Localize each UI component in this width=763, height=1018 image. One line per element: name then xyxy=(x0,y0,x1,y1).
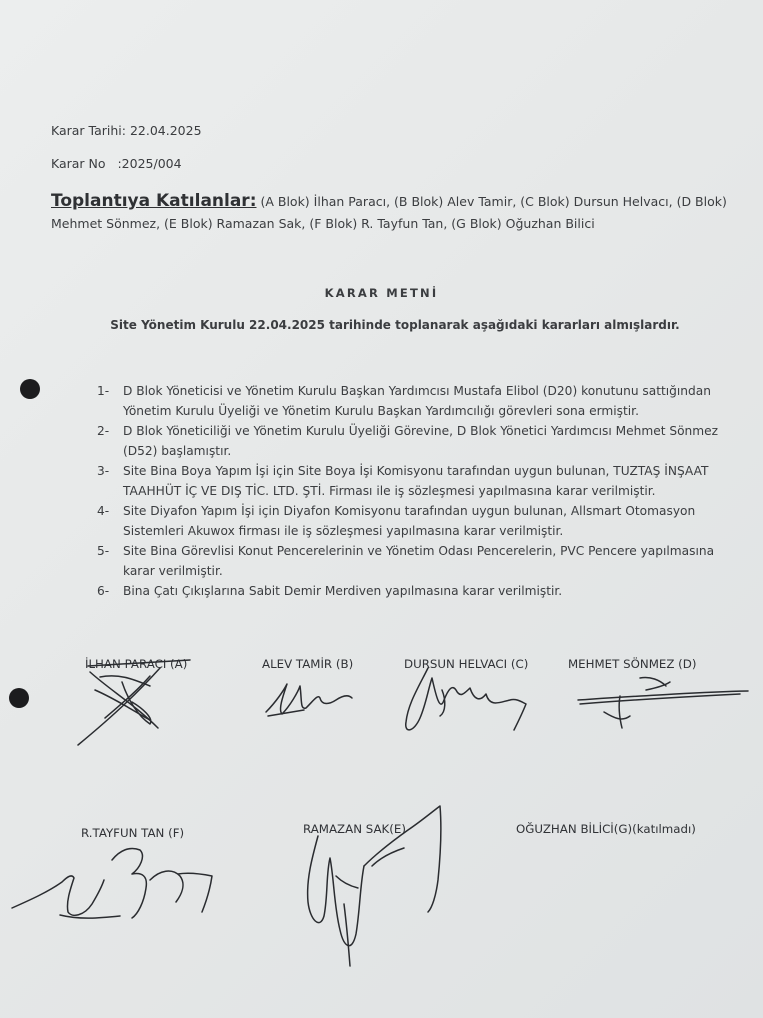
signature-d xyxy=(578,677,748,728)
signatory-c-label: DURSUN HELVACI (C) xyxy=(404,657,529,671)
decision-text: Site Bina Görevlisi Konut Pencerelerinin ve Yönetim Odası Pencerelerin, PVC Pencere yapılmasına karar verilmiştir. xyxy=(123,544,715,578)
decision-number: 3- xyxy=(97,464,110,478)
signature-f xyxy=(12,848,212,918)
signatory-f-label: R.TAYFUN TAN (F) xyxy=(81,826,185,840)
decision-number: 6- xyxy=(97,584,110,598)
decision-intro: Site Yönetim Kurulu 22.04.2025 tarihinde toplanarak aşağıdaki kararları almışlardır. xyxy=(110,318,680,332)
decision-number: Karar No :2025/004 xyxy=(51,156,182,171)
decision-text: Site Bina Boya Yapım İşi için Site Boya İşi Komisyonu tarafından uygun bulunan, TUZTAŞ İNŞAAT TAAHHÜT İÇ VE DIŞ TİC. LTD. ŞTİ. Firması ile iş sözleşmesi yapılmasına karar verilmiştir. xyxy=(123,464,709,498)
decision-number: 5- xyxy=(97,544,110,558)
participants-list: (A Blok) İlhan Paracı, (B Blok) Alev Tamir, (C Blok) Dursun Helvacı, (D Blok) Mehmet Sönmez, (E Blok) Ramazan Sak, (F Blok) R. Tayfun Tan, (G Blok) Oğuzhan Bilici xyxy=(51,194,727,231)
signature-e xyxy=(308,806,441,966)
decision-text: D Blok Yöneticisi ve Yönetim Kurulu Başkan Yardımcısı Mustafa Elibol (D20) konutunu sattığından Yönetim Kurulu Üyeliği ve Yönetim Kurulu Başkan Yardımcılığı görevleri sona ermiştir. xyxy=(123,384,711,418)
decision-heading: KARAR METNİ xyxy=(324,286,439,300)
decision-text: D Blok Yöneticiliği ve Yönetim Kurulu Üyeliği Görevine, D Blok Yönetici Yardımcısı Mehmet Sönmez (D52) başlamıştır. xyxy=(123,424,719,458)
decision-number: 4- xyxy=(97,504,110,518)
signatory-d-label: MEHMET SÖNMEZ (D) xyxy=(568,657,697,671)
decision-number: 2- xyxy=(97,424,110,438)
signatory-b-label: ALEV TAMİR (B) xyxy=(262,657,354,671)
decision-text: Site Diyafon Yapım İşi için Diyafon Komisyonu tarafından uygun bulunan, Allsmart Otomasyon Sistemleri Akuwox firması ile iş sözleşmesi yapılmasına karar verilmiştir. xyxy=(123,504,696,538)
decision-date: Karar Tarihi: 22.04.2025 xyxy=(51,123,202,138)
signature-b xyxy=(266,684,352,716)
signatory-e-label: RAMAZAN SAK(E) xyxy=(303,822,406,836)
signature-a xyxy=(78,660,190,745)
signatory-g-label: OĞUZHAN BİLİCİ(G)(katılmadı) xyxy=(516,822,696,836)
decision-text: Bina Çatı Çıkışlarına Sabit Demir Merdiven yapılmasına karar verilmiştir. xyxy=(123,584,563,598)
participants-title: Toplantıya Katılanlar: xyxy=(51,191,257,211)
signature-c xyxy=(406,668,526,730)
decision-number: 1- xyxy=(97,384,110,398)
signatory-a-label: İLHAN PARACI (A) xyxy=(85,657,188,671)
